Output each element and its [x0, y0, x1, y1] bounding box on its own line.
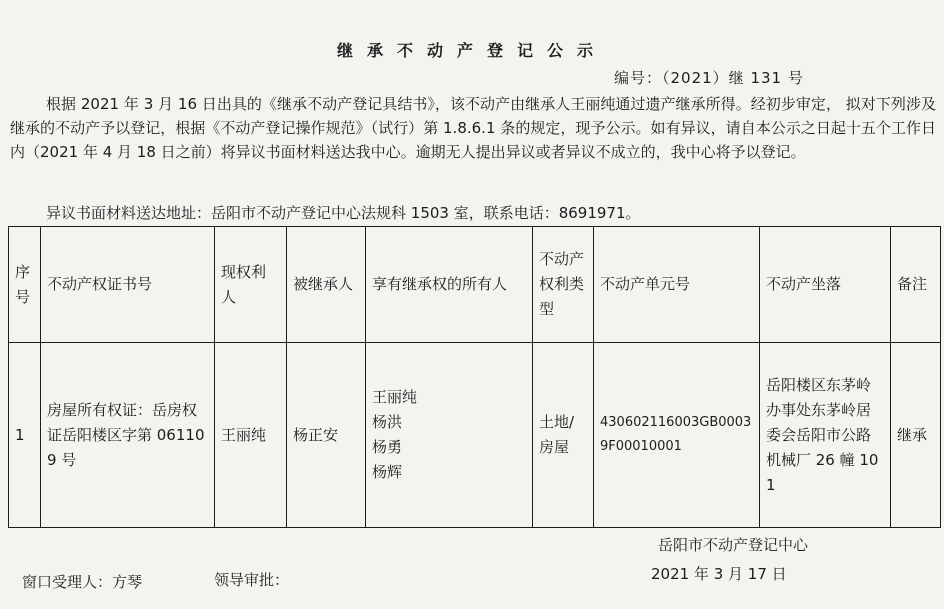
objection-address: 异议书面材料送达地址：岳阳市不动产登记中心法规科 1503 室，联系电话：8691971。 — [46, 204, 641, 222]
cell-heirs — [366, 343, 533, 528]
header-holder: 现权利人 — [215, 227, 287, 343]
header-decedent: 被继承人 — [287, 227, 366, 343]
header-seq: 序号 — [9, 227, 41, 343]
cell-seq: 1 — [9, 343, 41, 528]
issue-date: 2021 年 3 月 17 日 — [651, 565, 787, 583]
header-right-type: 不动产权利类型 — [533, 227, 594, 343]
header-location: 不动产坐落 — [760, 227, 891, 343]
document-number: 编号：（2021）继 131 号 — [614, 69, 804, 87]
issuing-organization: 岳阳市不动产登记中心 — [658, 536, 809, 554]
cell-right-type: 土地/房屋 — [533, 343, 594, 528]
header-remark: 备注 — [891, 227, 941, 343]
header-unit-no: 不动产单元号 — [594, 227, 760, 343]
heir-name: 杨洪 — [372, 413, 403, 431]
cell-location: 岳阳楼区东茅岭办事处东茅岭居委会岳阳市公路机械厂 26 幢 101 — [760, 343, 891, 528]
table-row — [9, 343, 941, 528]
notice-body: 根据 2021 年 3 月 16 日出具的《继承不动产登记具结书》，该不动产由继承人王丽纯通过遗产继承所得。经初步审定， 拟对下列涉及继承的不动产予以登记，根据《不动产登记操作规范》（试行）第 1.8.6.1 条的规定，现予公示。如有异议，请自本公示之日起十五个工作日内（2021 年 4 月 18 日之前）将异议书面材料送达我中心。逾期无人提出异议或者异议不成立的，我中心将予以登记。 — [10, 95, 936, 161]
header-heirs: 享有继承权的所有人 — [366, 227, 533, 343]
cell-decedent: 杨正安 — [287, 343, 366, 528]
registration-table — [8, 226, 941, 528]
cell-holder: 王丽纯 — [215, 343, 287, 528]
cell-unit-no: 430602116003GB00039F00010001 — [594, 343, 760, 528]
header-cert-no: 不动产权证书号 — [41, 227, 215, 343]
heir-name: 杨勇 — [372, 438, 403, 456]
cell-remark: 继承 — [891, 343, 941, 528]
notice-title: 继承不动产登记公示 — [336, 41, 607, 60]
heir-name: 杨辉 — [372, 463, 403, 481]
cell-cert-no: 房屋所有权证：岳房权证岳阳楼区字第 061109 号 — [41, 343, 215, 528]
heir-name: 王丽纯 — [372, 388, 418, 406]
window-clerk: 窗口受理人：方琴 — [22, 573, 143, 591]
table-header-row — [9, 227, 941, 343]
leader-approval: 领导审批： — [214, 571, 290, 589]
